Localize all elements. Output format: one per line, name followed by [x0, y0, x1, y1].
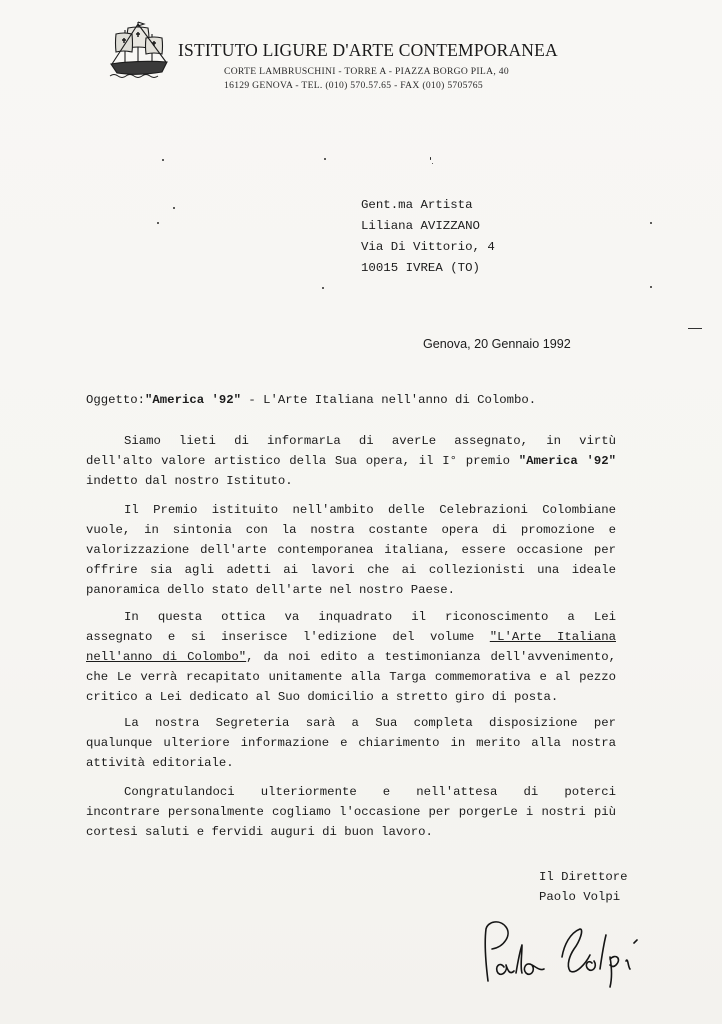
- paragraph-line: [86, 647, 616, 667]
- line-text: assegnato e si inserisce l'edizione del volume: [86, 630, 490, 644]
- paragraph-line: Il Premio istituito nell'ambito delle Celebrazioni Colombiane: [124, 503, 616, 517]
- paragraph-line: Congratulandoci ulteriormente e nell'attesa di poterci: [124, 785, 616, 799]
- subject-label: Oggetto:: [86, 393, 146, 407]
- signer-name: Paolo Volpi: [539, 890, 621, 904]
- paragraph-line: Siamo lieti di informarLa di averLe assegnato, in virtù: [124, 434, 616, 448]
- subject-rest: - L'Arte Italiana nell'anno di Colombo.: [240, 393, 537, 407]
- institute-name: ISTITUTO LIGURE D'ARTE CONTEMPORANEA: [178, 40, 558, 60]
- paragraph-line: panoramica dello stato dell'arte nel nostro Paese.: [86, 583, 455, 597]
- paragraph-line: valorizzazione dell'arte contemporanea italiana, essere occasione per: [86, 543, 616, 557]
- letter-date: Genova, 20 Gennaio 1992: [423, 337, 571, 351]
- paragraph-line: indetto dal nostro Istituto.: [86, 474, 293, 488]
- line-text: , da noi edito a testimonianza dell'avvenimento,: [246, 650, 616, 664]
- paragraph-line: cortesi saluti e fervidi auguri di buon lavoro.: [86, 825, 433, 839]
- recipient-city: 10015 IVREA (TO): [361, 261, 480, 275]
- paragraph-3: [86, 607, 616, 707]
- paragraph-line: [86, 451, 616, 471]
- paragraph-line: che Le verrà recapitato unitamente alla Targa commemorativa e al pezzo: [86, 670, 616, 684]
- subject-title: "America '92": [145, 393, 241, 407]
- paragraph-4: [86, 713, 616, 773]
- prize-name: "America '92": [518, 454, 616, 468]
- institute-address: CORTE LAMBRUSCHINI - TORRE A - PIAZZA BORGO PILA, 40: [224, 66, 509, 77]
- paragraph-line: critico a Lei dedicato al Suo domicilio a stretto giro di posta.: [86, 690, 559, 704]
- letterhead-text: [178, 40, 628, 91]
- paragraph-line: [86, 627, 616, 647]
- paragraph-line: qualunque ulteriore informazione e chiarimento in merito alla nostra: [86, 736, 616, 750]
- caravel-ship-icon: [108, 18, 170, 80]
- recipient-name: Liliana AVIZZANO: [361, 219, 480, 233]
- line-text: dell'alto valore artistico della Sua opera, il I° premio: [86, 454, 519, 468]
- book-title-cont: nell'anno di Colombo": [86, 650, 247, 664]
- signer-role: Il Direttore: [539, 870, 628, 884]
- paragraph-line: In questa ottica va inquadrato il riconoscimento a Lei: [124, 610, 616, 624]
- letter-closing: [539, 867, 628, 907]
- institute-contacts: 16129 GENOVA - TEL. (010) 570.57.65 - FAX (010) 5705765: [224, 80, 483, 91]
- letter-subject: [86, 393, 536, 407]
- handwritten-signature: [466, 915, 666, 990]
- recipient-street: Via Di Vittorio, 4: [361, 240, 495, 254]
- paragraph-2: [86, 500, 616, 600]
- paragraph-line: attività editoriale.: [86, 756, 234, 770]
- recipient-salutation: Gent.ma Artista: [361, 198, 473, 212]
- letterhead: [108, 18, 628, 98]
- paragraph-1: [86, 431, 616, 491]
- paragraph-line: La nostra Segreteria sarà a Sua completa disposizione per: [124, 716, 616, 730]
- book-title: "L'Arte Italiana: [489, 630, 616, 644]
- paragraph-line: offrire sia agli adetti ai lavori che ai collezionisti una ideale: [86, 563, 616, 577]
- paragraph-line: incontrare personalmente cogliamo l'occasione per porgerLe i nostri più: [86, 805, 616, 819]
- paragraph-line: vuole, in sintonia con la nostra costante opera di promozione e: [86, 523, 616, 537]
- recipient-address: [361, 195, 495, 279]
- margin-mark: [688, 328, 702, 329]
- paragraph-5: [86, 782, 616, 842]
